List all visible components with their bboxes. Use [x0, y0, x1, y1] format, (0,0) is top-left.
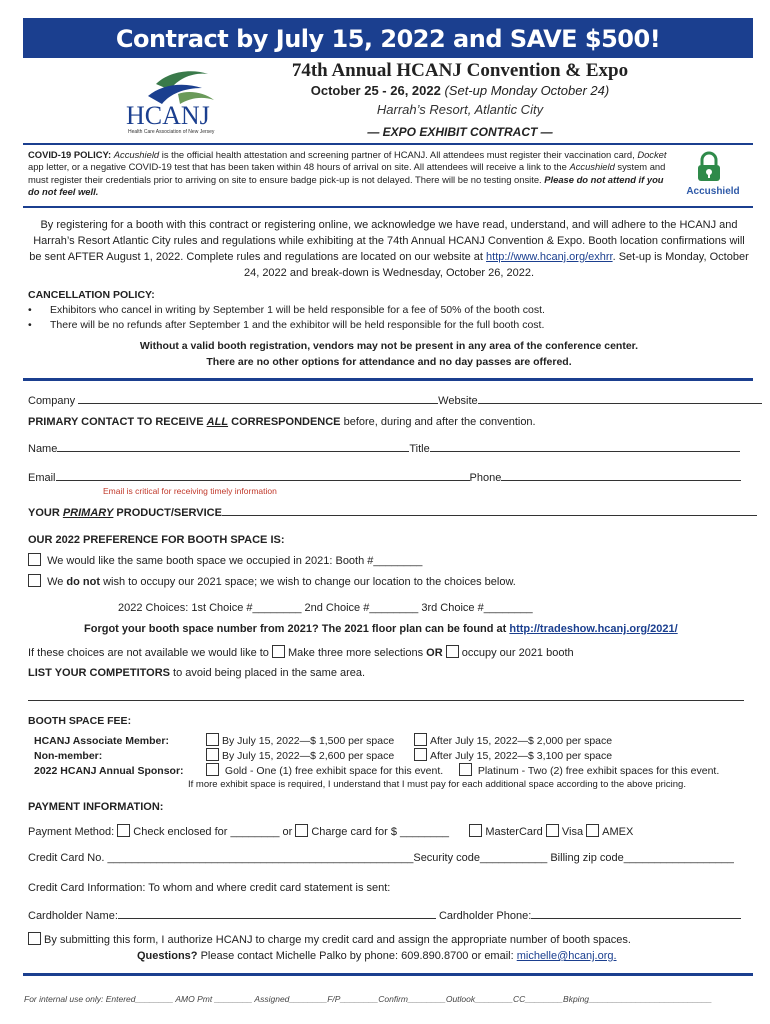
competitors-heading: LIST YOUR COMPETITORS to avoid being placed in the same area. — [28, 667, 366, 679]
divider — [23, 378, 753, 381]
amex-checkbox[interactable] — [586, 824, 599, 837]
cancellation-heading: CANCELLATION POLICY: — [28, 289, 155, 301]
company-field[interactable] — [78, 394, 438, 404]
logo-text: HCANJ — [126, 101, 210, 130]
preference-option-change: We do not wish to occupy our 2021 space; we wish to change our location to the choices below. — [28, 574, 516, 588]
check-checkbox[interactable] — [117, 824, 130, 837]
three-more-checkbox[interactable] — [272, 645, 285, 658]
divider — [23, 143, 753, 145]
fee-row-member: HCANJ Associate Member: By July 15, 2022—$ 1,500 per space After July 15, 2022—$ 2,000 per space — [34, 735, 613, 747]
primary-contact-heading: PRIMARY CONTACT TO RECEIVE ALL CORRESPONDENCE before, during and after the convention. — [28, 416, 536, 428]
gold-sponsor-checkbox[interactable] — [206, 763, 219, 776]
phone-label: Phone — [469, 472, 502, 484]
name-field[interactable] — [57, 442, 409, 452]
member-late-checkbox[interactable] — [414, 733, 427, 746]
event-dates — [240, 83, 680, 98]
platinum-sponsor-checkbox[interactable] — [459, 763, 472, 776]
event-dates-text: October 25 - 26, 2022 — [310, 83, 441, 98]
authorize-row: By submitting this form, I authorize HCANJ to charge my credit card and assign the appropriate number of booth spaces. — [28, 932, 631, 946]
occupy-2021-checkbox[interactable] — [446, 645, 459, 658]
member-early-checkbox[interactable] — [206, 733, 219, 746]
divider — [23, 206, 753, 208]
website-label: Website — [438, 395, 478, 407]
preference-heading: OUR 2022 PREFERENCE FOR BOOTH SPACE IS: — [28, 534, 285, 546]
email-label: Email — [28, 472, 56, 484]
cardholder-row: Cardholder Name: Cardholder Phone: — [28, 909, 741, 922]
name-label: Name — [28, 443, 58, 455]
website-field[interactable] — [478, 394, 762, 404]
mastercard-checkbox[interactable] — [469, 824, 482, 837]
company-label: Company — [28, 395, 76, 407]
phone-field[interactable] — [501, 471, 741, 481]
cardholder-name-field[interactable] — [118, 909, 436, 919]
card-number-row[interactable]: Credit Card No. __________________________________________________Security code___________ Billing zip code__________________ — [28, 852, 734, 864]
intro-text: By registering for a booth with this contract or registering online, we acknowledge we have read, understand, and will adhere to the HCANJ and Harrah’s Resort Atlantic City rules and regulations while exhibiting at the 74th Annual HCANJ Convention & Expo. Booth location confirmations will be sent AFTER August 1, 2022. Complete rules and regulations are located on our website at http://www.hcanj.org/exhrr. Set-up is Monday, October 24, 2022 and break-down is Wednesday, October 26, 2022. — [29, 219, 749, 279]
setup-note: (Set-up Monday October 24) — [444, 83, 610, 98]
product-row: YOUR PRIMARY PRODUCT/SERVICE — [28, 506, 757, 519]
internal-use-footer: For internal use only: Entered________ AMO Pmt ________ Assigned________F/P________Confirm________Outlook________CC________Bkping__________________________ — [24, 994, 712, 1004]
title-field[interactable] — [430, 442, 740, 452]
card-info-text: Credit Card Information: To whom and where credit card statement is sent: — [28, 882, 391, 894]
email-note: Email is critical for receiving timely information — [103, 486, 277, 496]
cancellation-bullet: • There will be no refunds after September 1 and the exhibitor will be held responsible for the full booth cost. — [28, 319, 545, 331]
booth-choices: 2022 Choices: 1st Choice #________ 2nd Choice #________ 3rd Choice #________ — [118, 602, 533, 614]
fee-row-sponsor: 2022 HCANJ Annual Sponsor: Gold - One (1) free exhibit space for this event. Platinum - Two (2) free exhibit spaces for this event. — [34, 765, 720, 777]
extra-space-note: If more exhibit space is required, I understand that I must pay for each additional space according to the above pricing. — [188, 779, 686, 790]
promo-banner: Contract by July 15, 2022 and SAVE $500! — [23, 18, 753, 58]
floor-plan-note: Forgot your booth space number from 2021? The 2021 floor plan can be found at http://tradeshow.hcanj.org/2021/ — [84, 623, 678, 635]
hcanj-logo — [118, 66, 238, 136]
attendance-warning: There are no other options for attendance and no day passes are offered. — [206, 356, 572, 368]
rules-link[interactable]: http://www.hcanj.org/exhrr — [486, 251, 613, 263]
nonmember-early-checkbox[interactable] — [206, 748, 219, 761]
contact-email-link[interactable]: michelle@hcanj.org. — [516, 950, 617, 962]
floor-plan-link[interactable]: http://tradeshow.hcanj.org/2021/ — [509, 623, 678, 635]
alternatives-row: If these choices are not available we would like to Make three more selections OR occupy our 2021 booth — [28, 647, 574, 659]
payment-heading: PAYMENT INFORMATION: — [28, 801, 164, 813]
fee-heading: BOOTH SPACE FEE: — [28, 715, 132, 727]
name-row — [28, 442, 740, 455]
authorize-checkbox[interactable] — [28, 932, 41, 945]
cancellation-bullet: • Exhibitors who cancel in writing by September 1 will be held responsible for a fee of 50% of the booth cost. — [28, 304, 545, 316]
covid-policy: COVID-19 POLICY: Accushield is the official health attestation and screening partner of HCANJ. All attendees must register their vaccination card, Docket app letter, or a negative COVID-19 test that has been taken within 48 hours of arrival on site. All attendees will receive a link to the Accushield system and must register their credentials prior to arriving on site to ensure badge pick-up is not delayed. There will be no testing onsite. Please do not attend if you do not feel well. — [28, 149, 667, 198]
payment-method-row: Payment Method: Check enclosed for ________ or Charge card for $ ________ MasterCard Visa AMEX — [28, 826, 634, 838]
cardholder-phone-field[interactable] — [531, 909, 741, 919]
email-row — [28, 471, 741, 484]
product-field[interactable] — [222, 506, 757, 516]
accushield-logo-text: Accushield — [686, 186, 740, 197]
fee-row-nonmember: Non-member: By July 15, 2022—$ 2,600 per space After July 15, 2022—$ 3,100 per space — [34, 750, 613, 762]
visa-checkbox[interactable] — [546, 824, 559, 837]
preference-option-same: We would like the same booth space we occupied in 2021: Booth #________ — [28, 553, 422, 567]
event-venue: Harrah’s Resort, Atlantic City — [376, 102, 544, 117]
charge-checkbox[interactable] — [295, 824, 308, 837]
registration-warning: Without a valid booth registration, vendors may not be present in any area of the conference center. — [139, 340, 639, 352]
company-row — [28, 394, 762, 407]
contract-title: — EXPO EXHIBIT CONTRACT — — [367, 125, 553, 139]
same-booth-checkbox[interactable] — [28, 553, 41, 566]
competitors-field[interactable] — [28, 700, 744, 701]
title-label: Title — [409, 443, 430, 455]
nonmember-late-checkbox[interactable] — [414, 748, 427, 761]
logo-subtext: Health Care Association of New Jersey — [128, 129, 215, 135]
change-booth-checkbox[interactable] — [28, 574, 41, 587]
email-field[interactable] — [56, 471, 470, 481]
divider — [23, 973, 753, 976]
lock-icon — [692, 150, 726, 184]
questions-row: Questions? Please contact Michelle Palko by phone: 609.890.8700 or email: michelle@hcanj.org. — [137, 950, 617, 962]
event-title: 74th Annual HCANJ Convention & Expo — [291, 60, 629, 81]
